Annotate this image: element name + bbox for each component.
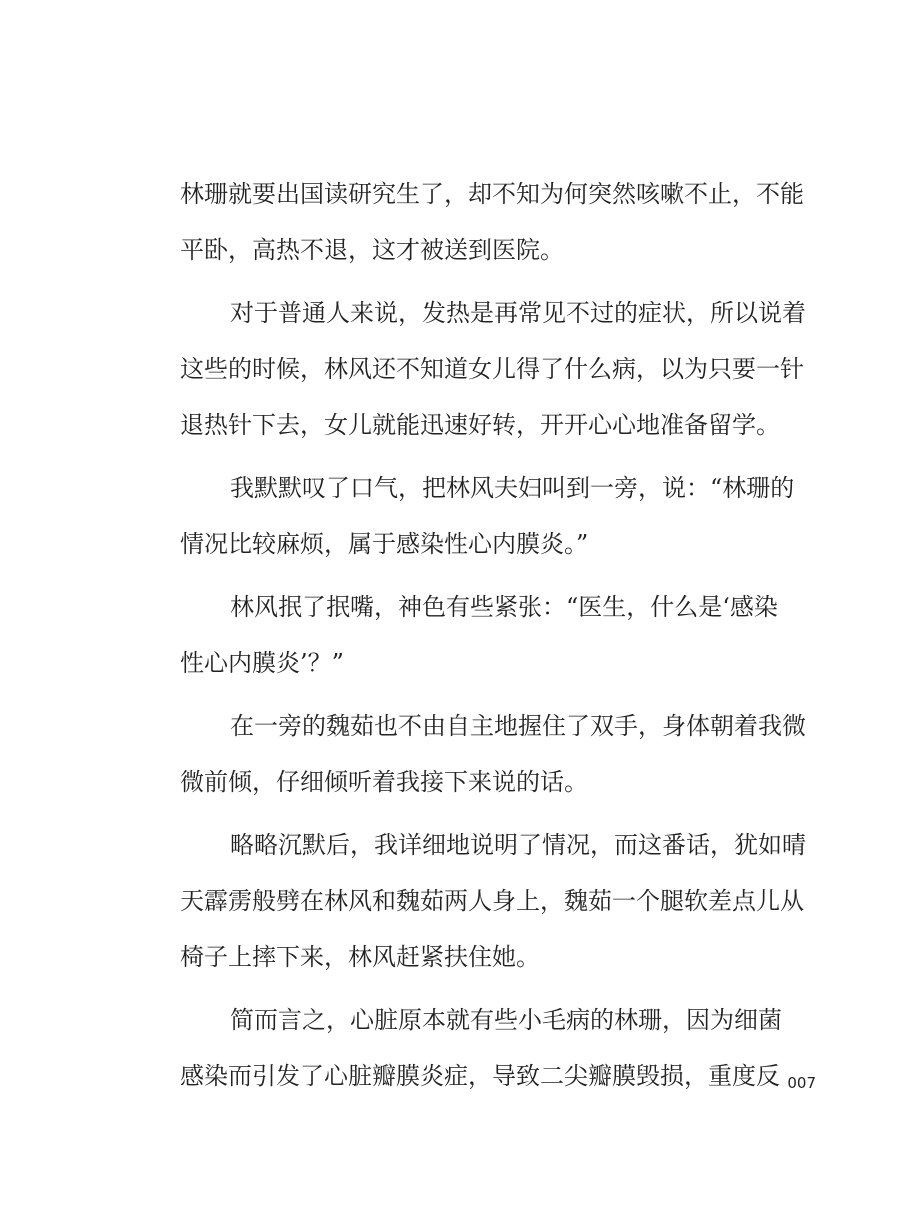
- text-line: 在一旁的魏茹也不由自主地握住了双手，身体朝着我微: [230, 712, 806, 740]
- text-line: 这些的时候，林风还不知道女儿得了什么病，以为只要一针: [180, 355, 804, 383]
- paragraph: [180, 992, 820, 1104]
- text-line: 感染而引发了心脏瓣膜炎症，导致二尖瓣膜毁损，重度反: [180, 1062, 780, 1090]
- paragraph: [180, 698, 820, 810]
- paragraph: [180, 166, 820, 278]
- text-line: 情况比较麻烦，属于感染性心内膜炎。”: [180, 530, 589, 558]
- text-line: 退热针下去，女儿就能迅速好转，开开心心地准备留学。: [180, 411, 780, 439]
- text-line: 平卧，高热不退，这才被送到医院。: [180, 236, 564, 264]
- text-line: 微前倾，仔细倾听着我接下来说的话。: [180, 768, 588, 796]
- page-number: 007: [787, 1074, 816, 1092]
- text-line: 简而言之，心脏原本就有些小毛病的林珊，因为细菌: [230, 1006, 782, 1034]
- body-text: [180, 166, 820, 1104]
- text-line: 林珊就要出国读研究生了，却不知为何突然咳嗽不止，不能: [180, 180, 804, 208]
- paragraph: [180, 285, 820, 453]
- text-line: 略略沉默后，我详细地说明了情况，而这番话，犹如晴: [230, 831, 806, 859]
- text-line: 天霹雳般劈在林风和魏茹两人身上，魏茹一个腿软差点儿从: [180, 887, 804, 915]
- paragraph: [180, 460, 820, 572]
- text-line: 林风抿了抿嘴，神色有些紧张：“医生，什么是‘感染: [230, 593, 778, 621]
- paragraph: [180, 817, 820, 985]
- text-line: 对于普通人来说，发热是再常见不过的症状，所以说着: [230, 299, 806, 327]
- text-line: 我默默叹了口气，把林风夫妇叫到一旁，说：“林珊的: [230, 474, 795, 502]
- text-line: 性心内膜炎’？”: [180, 649, 344, 677]
- paragraph: [180, 579, 820, 691]
- text-line: 椅子上摔下来，林风赶紧扶住她。: [180, 943, 540, 971]
